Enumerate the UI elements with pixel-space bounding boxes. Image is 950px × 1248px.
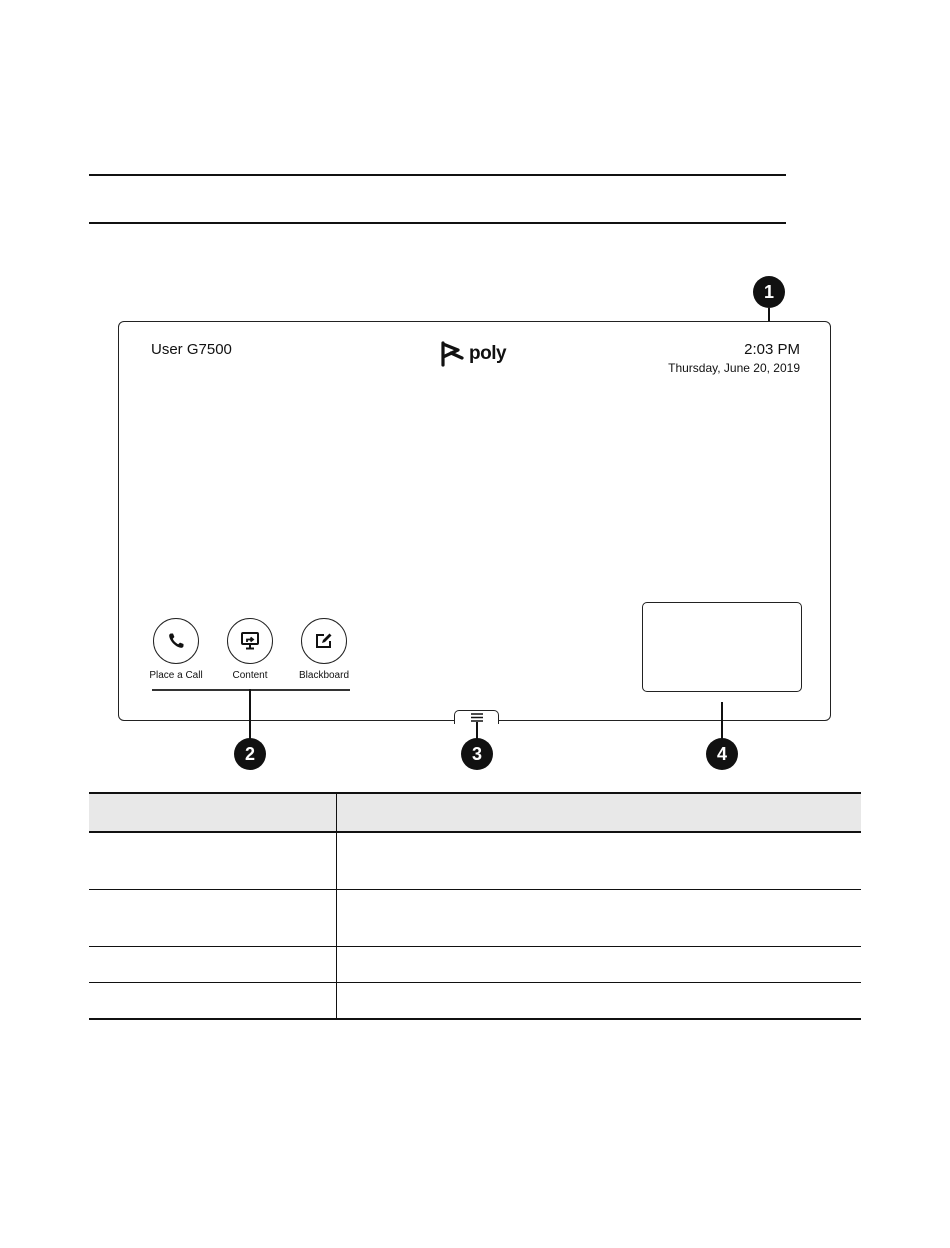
callout-3-number: 3 [471, 743, 482, 764]
table-row [89, 832, 861, 890]
content-circle[interactable] [227, 618, 273, 664]
callout-2 [234, 738, 266, 770]
blackboard-edit-icon [313, 630, 335, 652]
table-header-row [89, 793, 861, 832]
table-cell [337, 947, 862, 983]
callout-2-number: 2 [244, 743, 255, 764]
table-cell [89, 983, 337, 1020]
table-cell [337, 832, 862, 890]
clock-time: 2:03 PM [744, 341, 800, 358]
table-cell [89, 947, 337, 983]
callout-1-number: 1 [763, 281, 774, 302]
table-header-cell [89, 793, 337, 832]
callout-2-leader [249, 689, 251, 741]
table-cell [337, 890, 862, 947]
callout-4-leader [721, 702, 723, 740]
table-row [89, 890, 861, 947]
user-name: User G7500 [151, 341, 232, 358]
header-rule-top [89, 174, 786, 176]
table-header-cell [337, 793, 862, 832]
content-button[interactable] [215, 618, 285, 681]
callout-3 [461, 738, 493, 770]
callout-1 [753, 276, 785, 308]
header-rule-bottom [89, 222, 786, 224]
place-a-call-button[interactable] [141, 618, 211, 681]
phone-icon [166, 631, 186, 651]
content-label: Content [232, 670, 268, 681]
table-cell [337, 983, 862, 1020]
menu-icon [471, 713, 483, 722]
table-cell [89, 890, 337, 947]
self-view-window [642, 602, 802, 692]
blackboard-label: Blackboard [298, 670, 350, 681]
poly-logo [439, 339, 506, 369]
home-screen-illustration [118, 321, 831, 721]
table-cell [89, 832, 337, 890]
callout-4 [706, 738, 738, 770]
table-row [89, 947, 861, 983]
content-share-icon [239, 630, 261, 652]
clock-date: Thursday, June 20, 2019 [668, 361, 800, 375]
blackboard-circle[interactable] [301, 618, 347, 664]
callout-description-table [89, 792, 861, 1020]
table-row [89, 983, 861, 1020]
poly-logo-icon [439, 339, 465, 369]
callout-4-number: 4 [716, 743, 727, 764]
blackboard-button[interactable] [289, 618, 359, 681]
action-bar-underline [152, 689, 350, 691]
place-a-call-label: Place a Call [149, 670, 203, 681]
place-a-call-circle[interactable] [153, 618, 199, 664]
logo-wordmark: poly [469, 343, 507, 364]
